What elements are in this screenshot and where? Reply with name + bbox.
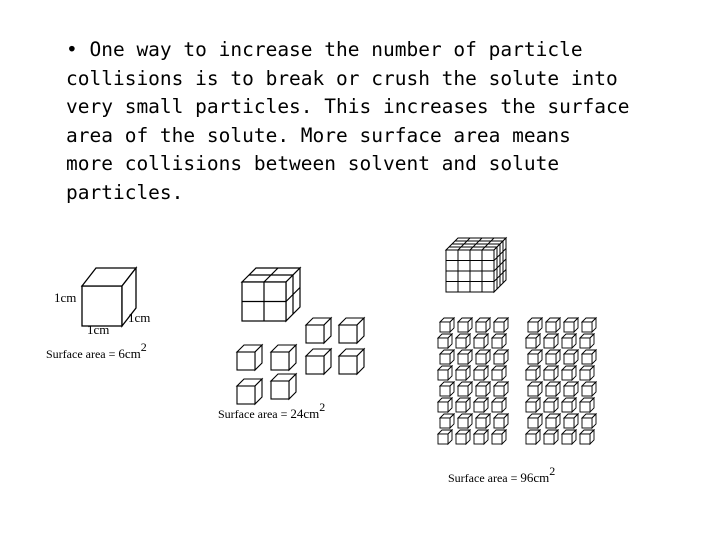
tiny-cube <box>494 318 508 332</box>
tiny-cube <box>456 398 470 412</box>
tiny-cube <box>476 350 490 364</box>
tiny-cube <box>456 430 470 444</box>
tiny-cube <box>474 430 488 444</box>
slide-body-text: • One way to increase the number of particle collisions is to break or crush the solute into very small particles. This increases the surface area of the solute. More surface area means more collisions between solvent and solute particles. <box>66 38 630 204</box>
tiny-cube <box>582 350 596 364</box>
tiny-cube <box>440 414 454 428</box>
separated-cubes-sixty-four <box>438 318 596 444</box>
small-cube-4x4x4 <box>446 238 506 292</box>
separated-cube <box>271 345 296 370</box>
tiny-cube <box>476 318 490 332</box>
surface-area-label-eight: Surface area = 24cm2 <box>218 400 326 421</box>
tiny-cube <box>492 398 506 412</box>
surface-area-label-many: Surface area = 96cm2 <box>448 464 556 485</box>
tiny-cube <box>580 430 594 444</box>
right-edge-label: 1cm <box>128 310 151 325</box>
tiny-cube <box>564 350 578 364</box>
tiny-cube <box>458 350 472 364</box>
tiny-cube <box>528 350 542 364</box>
separated-cubes-eight <box>237 318 364 404</box>
tiny-cube <box>564 382 578 396</box>
tiny-cube <box>474 334 488 348</box>
surface-area-label-one: Surface area = 6cm2 <box>46 340 147 361</box>
tiny-cube <box>438 398 452 412</box>
tiny-cube <box>544 366 558 380</box>
tiny-cube <box>528 414 542 428</box>
tiny-cube <box>526 430 540 444</box>
tiny-cube <box>492 334 506 348</box>
tiny-cube <box>440 318 454 332</box>
tiny-cube <box>440 350 454 364</box>
tiny-cube <box>526 334 540 348</box>
tiny-cube <box>476 382 490 396</box>
tiny-cube <box>564 414 578 428</box>
separated-cube <box>339 349 364 374</box>
tiny-cube <box>494 414 508 428</box>
tiny-cube <box>546 318 560 332</box>
tiny-cube <box>438 430 452 444</box>
tiny-cube <box>474 398 488 412</box>
separated-cube <box>306 349 331 374</box>
tiny-cube <box>546 382 560 396</box>
tiny-cube <box>562 334 576 348</box>
separated-cube <box>237 379 262 404</box>
tiny-cube <box>582 318 596 332</box>
tiny-cube <box>492 366 506 380</box>
left-edge-label: 1cm <box>54 290 77 305</box>
tiny-cube <box>438 366 452 380</box>
separated-cube <box>306 318 331 343</box>
tiny-cube <box>458 382 472 396</box>
tiny-cube <box>544 398 558 412</box>
tiny-cube <box>562 398 576 412</box>
tiny-cube <box>458 318 472 332</box>
bottom-edge-label: 1cm <box>87 322 110 337</box>
tiny-cube <box>494 350 508 364</box>
tiny-cube <box>494 382 508 396</box>
tiny-cube <box>546 350 560 364</box>
tiny-cube <box>526 366 540 380</box>
tiny-cube <box>564 318 578 332</box>
tiny-cube <box>456 334 470 348</box>
separated-cube <box>271 374 296 399</box>
tiny-cube <box>544 334 558 348</box>
tiny-cube <box>456 366 470 380</box>
tiny-cube <box>440 382 454 396</box>
tiny-cube <box>476 414 490 428</box>
separated-cube <box>237 345 262 370</box>
medium-cube-2x2x2 <box>242 268 300 321</box>
tiny-cube <box>492 430 506 444</box>
tiny-cube <box>544 430 558 444</box>
tiny-cube <box>562 366 576 380</box>
tiny-cube <box>580 366 594 380</box>
tiny-cube <box>582 414 596 428</box>
tiny-cube <box>528 318 542 332</box>
tiny-cube <box>580 334 594 348</box>
tiny-cube <box>582 382 596 396</box>
tiny-cube <box>474 366 488 380</box>
tiny-cube <box>528 382 542 396</box>
tiny-cube <box>458 414 472 428</box>
tiny-cube <box>562 430 576 444</box>
tiny-cube <box>438 334 452 348</box>
tiny-cube <box>580 398 594 412</box>
tiny-cube <box>546 414 560 428</box>
tiny-cube <box>526 398 540 412</box>
separated-cube <box>339 318 364 343</box>
